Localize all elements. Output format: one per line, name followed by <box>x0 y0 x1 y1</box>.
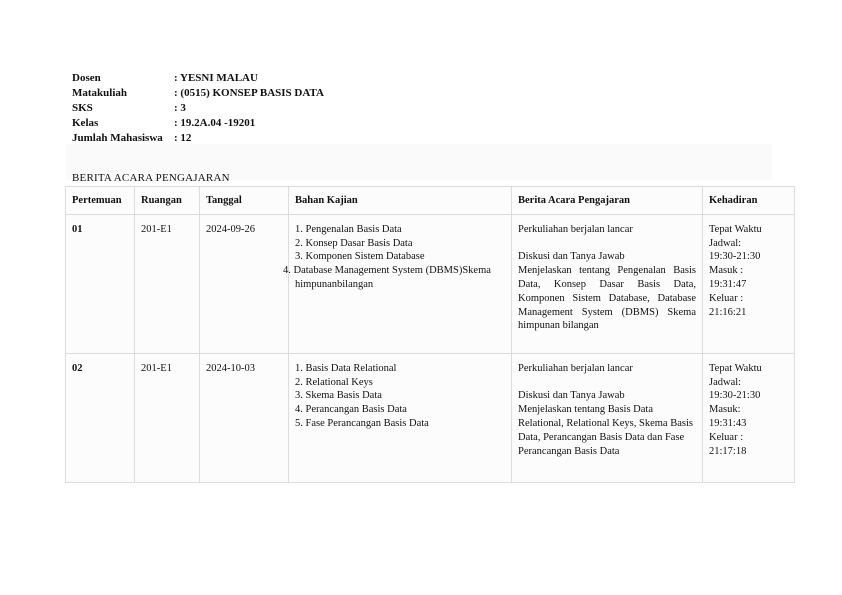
topic-item: 1. Pengenalan Basis Data <box>295 223 402 235</box>
berita-acara-cell <box>512 353 703 482</box>
kehadiran-keluar: 21:16:21 <box>709 306 747 318</box>
pertemuan-cell: 02 <box>66 353 135 482</box>
header-pertemuan: Pertemuan <box>66 187 135 215</box>
matakuliah-label: Matakuliah <box>72 87 128 99</box>
topic-item: 2. Konsep Dasar Basis Data <box>295 237 413 249</box>
berita-acara-cell <box>512 214 703 353</box>
topic-item: 3. Skema Basis Data <box>295 390 382 402</box>
dosen-label: Dosen <box>72 72 101 84</box>
kelas-label: Kelas <box>72 117 99 129</box>
ruangan-cell: 201-E1 <box>135 214 200 353</box>
kehadiran-keluar: 21:17:18 <box>709 445 747 457</box>
kehadiran-masuk-label: Masuk : <box>709 265 744 277</box>
kehadiran-jadwal: 19:30-21:30 <box>709 390 761 402</box>
kehadiran-jadwal: 19:30-21:30 <box>709 251 761 263</box>
berita-diskusi: Diskusi dan Tanya Jawab <box>518 390 625 402</box>
table-header-row <box>66 187 795 215</box>
table-row <box>66 214 795 353</box>
topic-item: 5. Fase Perancangan Basis Data <box>295 417 429 429</box>
kehadiran-jadwal-label: Jadwal: <box>709 237 742 249</box>
kehadiran-masuk: 19:31:43 <box>709 417 747 429</box>
berita-description: Menjelaskan tentang Pengenalan Basis Data, Konsep Dasar Basis Data, Komponen Sistem Database, Database Management System (DBMS) Skema himpunan bilangan <box>518 265 696 332</box>
pertemuan-cell: 01 <box>66 214 135 353</box>
kelas-value: : 19.2A.04 -19201 <box>174 117 256 129</box>
jumlah-mahasiswa-value: : 12 <box>174 132 192 144</box>
course-info <box>72 72 772 147</box>
kehadiran-status: Tepat Waktu <box>709 223 762 235</box>
berita-diskusi: Diskusi dan Tanya Jawab <box>518 251 625 263</box>
sks-value: : 3 <box>174 102 186 114</box>
info-row-matakuliah <box>72 87 772 102</box>
kehadiran-cell <box>703 214 795 353</box>
topic-item: 2. Relational Keys <box>295 376 373 388</box>
ruangan-cell: 201-E1 <box>135 353 200 482</box>
sks-label: SKS <box>72 102 93 114</box>
berita-description: Menjelaskan tentang Basis Data Relational, Relational Keys, Skema Basis Data, Perancangan Basis Data dan Fase Perancangan Basis Data <box>518 404 693 457</box>
kehadiran-cell <box>703 353 795 482</box>
berita-status: Perkuliahan berjalan lancar <box>518 223 633 235</box>
topic-item: 4. Perancangan Basis Data <box>295 404 407 416</box>
kehadiran-status: Tepat Waktu <box>709 362 762 374</box>
header-kehadiran: Kehadiran <box>703 187 795 215</box>
tanggal-cell: 2024-10-03 <box>200 353 289 482</box>
topic-item: 1. Basis Data Relational <box>295 362 397 374</box>
topic-item: 3. Komponen Sistem Database <box>295 251 425 263</box>
kehadiran-masuk-label: Masuk: <box>709 404 741 416</box>
bap-table-container <box>65 186 794 483</box>
kehadiran-keluar-label: Keluar : <box>709 292 744 304</box>
matakuliah-value: : (0515) KONSEP BASIS DATA <box>174 87 324 99</box>
dosen-value: : YESNI MALAU <box>174 72 258 84</box>
kehadiran-keluar-label: Keluar : <box>709 431 744 443</box>
table-row <box>66 353 795 482</box>
berita-status: Perkuliahan berjalan lancar <box>518 362 633 374</box>
topic-item: 4. Database Management System (DBMS)Skema himpunanbilangan <box>283 265 491 290</box>
bahan-kajian-cell <box>289 353 512 482</box>
header-tanggal: Tanggal <box>200 187 289 215</box>
info-row-kelas <box>72 117 772 132</box>
header-ruangan: Ruangan <box>135 187 200 215</box>
section-title: BERITA ACARA PENGAJARAN <box>72 172 230 184</box>
header-berita-acara: Berita Acara Pengajaran <box>512 187 703 215</box>
bahan-kajian-cell <box>283 214 512 353</box>
info-row-sks <box>72 102 772 117</box>
kehadiran-jadwal-label: Jadwal: <box>709 376 742 388</box>
tanggal-cell: 2024-09-26 <box>200 214 289 353</box>
kehadiran-masuk: 19:31:47 <box>709 278 747 290</box>
bap-table <box>65 186 795 483</box>
topic-list <box>295 362 505 431</box>
topic-list <box>283 223 505 292</box>
jumlah-mahasiswa-label: Jumlah Mahasiswa <box>72 132 163 144</box>
info-row-dosen <box>72 72 772 87</box>
header-bahan-kajian: Bahan Kajian <box>289 187 512 215</box>
